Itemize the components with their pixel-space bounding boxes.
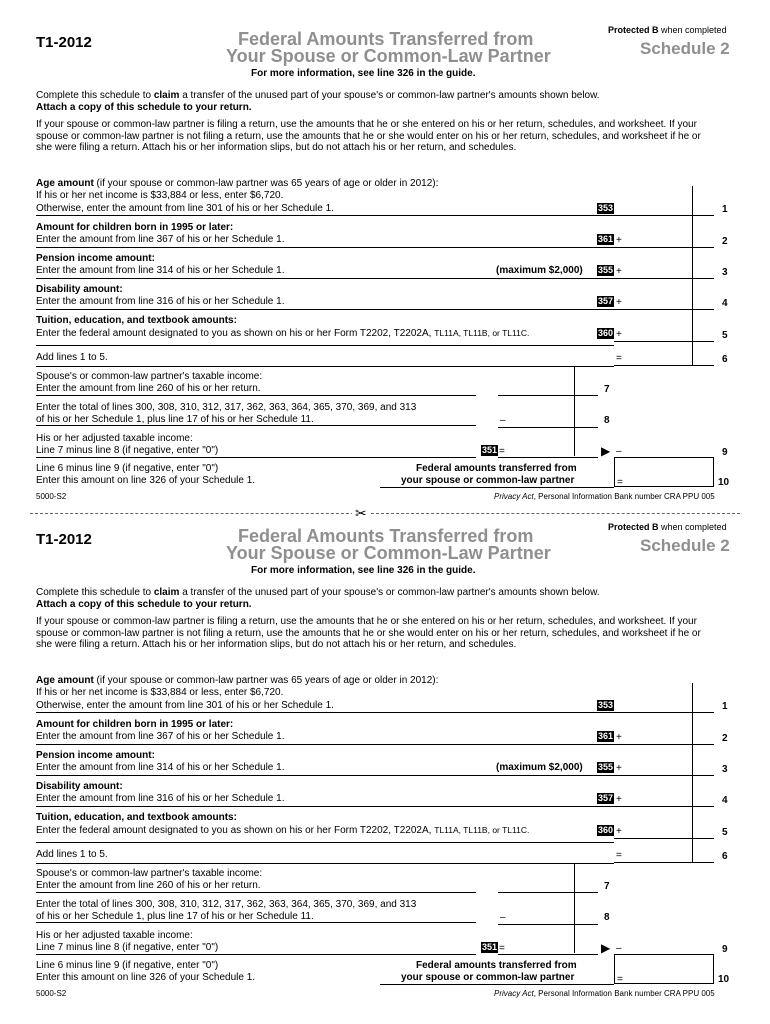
- adjusted-line-1: His or her adjusted taxable income:: [36, 930, 193, 941]
- arrow-icon: ▶: [601, 444, 611, 458]
- add-lines: Add lines 1 to 5.: [36, 352, 108, 363]
- age-title: Age amount (if your spouse or common-law partner was 65 years of age or older in 2012):: [36, 675, 439, 686]
- adjusted-line-1: His or her adjusted taxable income:: [36, 433, 193, 444]
- pension-title: Pension income amount:: [36, 253, 155, 264]
- code-360: 360: [598, 825, 614, 835]
- more-info: For more information, see line 326 in the guide.: [251, 68, 476, 79]
- schedule-label: Schedule 2: [640, 536, 730, 555]
- schedule-form-top: [0, 0, 770, 500]
- line-number-4: 4: [722, 298, 728, 309]
- minus-sign: –: [616, 943, 622, 954]
- plus-sign: +: [616, 732, 622, 743]
- line-number-2: 2: [722, 236, 728, 247]
- plus-sign: +: [616, 763, 622, 774]
- divider: [36, 842, 614, 843]
- divider: [380, 984, 614, 985]
- amount-field-8[interactable]: [498, 427, 598, 428]
- disability-title: Disability amount:: [36, 284, 123, 295]
- adjusted-line-2: Line 7 minus line 8 (if negative, enter "0"): [36, 445, 219, 456]
- equals-sign: =: [617, 477, 623, 488]
- age-title: Age amount (if your spouse or common-law partner was 65 years of age or older in 2012):: [36, 178, 439, 189]
- add-lines: Add lines 1 to 5.: [36, 849, 108, 860]
- schedule-label: Schedule 2: [640, 39, 730, 58]
- line-number-5: 5: [722, 330, 728, 341]
- divider: [36, 395, 476, 396]
- taxable-line-2: Enter the amount from line 260 of his or her return.: [36, 383, 261, 394]
- form-year: T1-2012: [36, 34, 92, 51]
- children-title: Amount for children born in 1995 or later:: [36, 222, 234, 233]
- code-351: 351: [482, 445, 498, 455]
- code-361: 361: [598, 731, 614, 741]
- column-divider: [692, 683, 693, 863]
- line-number-2: 2: [722, 733, 728, 744]
- form-year: T1-2012: [36, 531, 92, 548]
- divider: [36, 806, 614, 807]
- taxable-line-2: Enter the amount from line 260 of his or her return.: [36, 880, 261, 891]
- scissors-icon: ✂: [352, 505, 370, 522]
- divider: [36, 457, 476, 458]
- divider: [36, 863, 614, 864]
- line-number-8: 8: [604, 912, 610, 923]
- more-info: For more information, see line 326 in the guide.: [251, 565, 476, 576]
- attach-line: Attach a copy of this schedule to your return.: [36, 102, 252, 113]
- pension-line-2: Enter the amount from line 314 of his or her Schedule 1.: [36, 265, 285, 276]
- divider: [380, 487, 614, 488]
- taxable-line-1: Spouse's or common-law partner's taxable income:: [36, 868, 263, 879]
- disability-title: Disability amount:: [36, 781, 123, 792]
- equals-sign: =: [499, 943, 505, 954]
- divider: [36, 215, 614, 216]
- line6-minus-line-1: Line 6 minus line 9 (if negative, enter "0"): [36, 960, 219, 971]
- line6-minus-line-2: Enter this amount on line 326 of your Schedule 1.: [36, 475, 256, 486]
- amount-field-1[interactable]: [614, 215, 714, 216]
- tuition-title: Tuition, education, and textbook amounts:: [36, 315, 237, 326]
- tuition-line-2: Enter the federal amount designated to you as shown on his or her Form T2202, T2202A, TL11A, TL11B, or TL11C.: [36, 825, 530, 836]
- column-divider: [574, 366, 575, 456]
- amount-field-9a[interactable]: [498, 954, 598, 955]
- divider: [36, 775, 614, 776]
- disability-line-2: Enter the amount from line 316 of his or her Schedule 1.: [36, 296, 285, 307]
- schedule-form-bottom: [0, 497, 770, 997]
- form-number: 5000-S2: [36, 492, 67, 501]
- equals-sign: =: [617, 974, 623, 985]
- disability-line-2: Enter the amount from line 316 of his or her Schedule 1.: [36, 793, 285, 804]
- age-line-3: Otherwise, enter the amount from line 301 of his or her Schedule 1.: [36, 700, 334, 711]
- divider: [36, 922, 476, 923]
- plus-sign: +: [616, 794, 622, 805]
- line-number-1: 1: [722, 701, 728, 712]
- amount-field-5[interactable]: [614, 341, 714, 342]
- title-line-2: Your Spouse or Common-Law Partner: [226, 46, 551, 66]
- amount-field-3[interactable]: [614, 775, 714, 776]
- divider: [36, 892, 476, 893]
- column-divider: [692, 186, 693, 366]
- pension-line-2: Enter the amount from line 314 of his or her Schedule 1.: [36, 762, 285, 773]
- line-number-9: 9: [722, 447, 728, 458]
- intro-line: Complete this schedule to claim a transfer of the unused part of your spouse's or common-law partner's amounts shown below.: [36, 90, 600, 101]
- divider: [36, 712, 614, 713]
- plus-sign: +: [616, 235, 622, 246]
- total-line-1: Enter the total of lines 300, 308, 310, 312, 317, 362, 363, 364, 365, 370, 369, and 313: [36, 402, 417, 413]
- column-divider: [574, 863, 575, 953]
- protected-label: Protected B when completed: [608, 25, 727, 35]
- code-360: 360: [598, 328, 614, 338]
- line6-minus-line-1: Line 6 minus line 9 (if negative, enter "0"): [36, 463, 219, 474]
- amount-field-8[interactable]: [498, 924, 598, 925]
- total-line-1: Enter the total of lines 300, 308, 310, 312, 317, 362, 363, 364, 365, 370, 369, and 313: [36, 899, 417, 910]
- amount-field-5[interactable]: [614, 838, 714, 839]
- total-line-2: of his or her Schedule 1, plus line 17 of his or her Schedule 11.: [36, 414, 314, 425]
- amount-field-10[interactable]: [614, 954, 714, 984]
- amount-field-2[interactable]: [614, 247, 714, 248]
- code-361: 361: [598, 234, 614, 244]
- title-line-1: Federal Amounts Transferred from: [238, 29, 534, 49]
- divider: [36, 247, 614, 248]
- line-number-6: 6: [722, 354, 728, 365]
- divider: [36, 309, 614, 310]
- privacy-note: Privacy Act, Personal Information Bank number CRA PPU 005: [494, 492, 715, 501]
- pension-title: Pension income amount:: [36, 750, 155, 761]
- amount-field-7[interactable]: [498, 892, 598, 893]
- code-351: 351: [482, 942, 498, 952]
- code-357: 357: [598, 793, 614, 803]
- code-355: 355: [598, 265, 614, 275]
- children-line-2: Enter the amount from line 367 of his or her Schedule 1.: [36, 731, 285, 742]
- line-number-7: 7: [604, 384, 610, 395]
- intro-line: Complete this schedule to claim a transfer of the unused part of your spouse's or common-law partner's amounts shown below.: [36, 587, 600, 598]
- line-number-9: 9: [722, 944, 728, 955]
- line-number-8: 8: [604, 415, 610, 426]
- plus-sign: +: [616, 266, 622, 277]
- title-line-1: Federal Amounts Transferred from: [238, 526, 534, 546]
- pension-maximum: (maximum $2,000): [496, 762, 583, 773]
- minus-sign: –: [500, 912, 506, 923]
- amount-field-2[interactable]: [614, 744, 714, 745]
- federal-transferred-label-1: Federal amounts transferred from: [416, 463, 577, 474]
- amount-field-7[interactable]: [498, 395, 598, 396]
- line-number-3: 3: [722, 267, 728, 278]
- instructions-paragraph: If your spouse or common-law partner is filing a return, use the amounts that he or she entered on his or her return, schedules, and worksheet. If your spouse or common-law partner is not filing a return, use the amounts that he or she would enter on his or her return, schedules, and worksheet if he or she were filing a return. Attach his or her information slips, but do not attach his or her return, and schedules.: [36, 616, 701, 650]
- protected-label: Protected B when completed: [608, 522, 727, 532]
- code-353: 353: [598, 203, 614, 213]
- code-357: 357: [598, 296, 614, 306]
- federal-transferred-label-2: your spouse or common-law partner: [401, 475, 575, 486]
- equals-sign: =: [499, 446, 505, 457]
- form-number: 5000-S2: [36, 989, 67, 998]
- line-number-10: 10: [718, 974, 730, 985]
- plus-sign: +: [616, 329, 622, 340]
- federal-transferred-label-2: your spouse or common-law partner: [401, 972, 575, 983]
- minus-sign: –: [616, 446, 622, 457]
- age-line-2: If his or her net income is $33,884 or less, enter $6,720.: [36, 687, 284, 698]
- tuition-line-2: Enter the federal amount designated to you as shown on his or her Form T2202, T2202A, TL11A, TL11B, or TL11C.: [36, 328, 530, 339]
- plus-sign: +: [616, 297, 622, 308]
- divider: [36, 425, 476, 426]
- divider: [36, 345, 614, 346]
- line-number-6: 6: [722, 851, 728, 862]
- code-353: 353: [598, 700, 614, 710]
- age-line-3: Otherwise, enter the amount from line 301 of his or her Schedule 1.: [36, 203, 334, 214]
- line-number-10: 10: [718, 477, 730, 488]
- code-355: 355: [598, 762, 614, 772]
- divider: [36, 744, 614, 745]
- amount-field-4[interactable]: [614, 806, 714, 807]
- title-line-2: Your Spouse or Common-Law Partner: [226, 543, 551, 563]
- divider: [36, 954, 476, 955]
- amount-field-4[interactable]: [614, 309, 714, 310]
- amount-field-6[interactable]: [614, 862, 714, 863]
- line-number-5: 5: [722, 827, 728, 838]
- divider: [36, 278, 614, 279]
- pension-maximum: (maximum $2,000): [496, 265, 583, 276]
- arrow-icon: ▶: [601, 941, 611, 955]
- equals-sign: =: [616, 850, 622, 861]
- attach-line: Attach a copy of this schedule to your return.: [36, 599, 252, 610]
- children-title: Amount for children born in 1995 or later:: [36, 719, 234, 730]
- divider: [36, 366, 614, 367]
- plus-sign: +: [616, 826, 622, 837]
- children-line-2: Enter the amount from line 367 of his or her Schedule 1.: [36, 234, 285, 245]
- taxable-line-1: Spouse's or common-law partner's taxable income:: [36, 371, 263, 382]
- line-number-7: 7: [604, 881, 610, 892]
- line6-minus-line-2: Enter this amount on line 326 of your Schedule 1.: [36, 972, 256, 983]
- total-line-2: of his or her Schedule 1, plus line 17 of his or her Schedule 11.: [36, 911, 314, 922]
- amount-field-6[interactable]: [614, 365, 714, 366]
- amount-field-10[interactable]: [614, 457, 714, 487]
- amount-field-1[interactable]: [614, 712, 714, 713]
- privacy-note: Privacy Act, Personal Information Bank number CRA PPU 005: [494, 989, 715, 998]
- amount-field-9a[interactable]: [498, 457, 598, 458]
- instructions-paragraph: If your spouse or common-law partner is filing a return, use the amounts that he or she entered on his or her return, schedules, and worksheet. If your spouse or common-law partner is not filing a return, use the amounts that he or she would enter on his or her return, schedules, and worksheet if he or she were filing a return. Attach his or her information slips, but do not attach his or her return, and schedules.: [36, 119, 701, 153]
- line-number-1: 1: [722, 204, 728, 215]
- line-number-3: 3: [722, 764, 728, 775]
- minus-sign: –: [500, 415, 506, 426]
- tuition-title: Tuition, education, and textbook amounts:: [36, 812, 237, 823]
- equals-sign: =: [616, 353, 622, 364]
- amount-field-3[interactable]: [614, 278, 714, 279]
- adjusted-line-2: Line 7 minus line 8 (if negative, enter "0"): [36, 942, 219, 953]
- federal-transferred-label-1: Federal amounts transferred from: [416, 960, 577, 971]
- age-line-2: If his or her net income is $33,884 or less, enter $6,720.: [36, 190, 284, 201]
- line-number-4: 4: [722, 795, 728, 806]
